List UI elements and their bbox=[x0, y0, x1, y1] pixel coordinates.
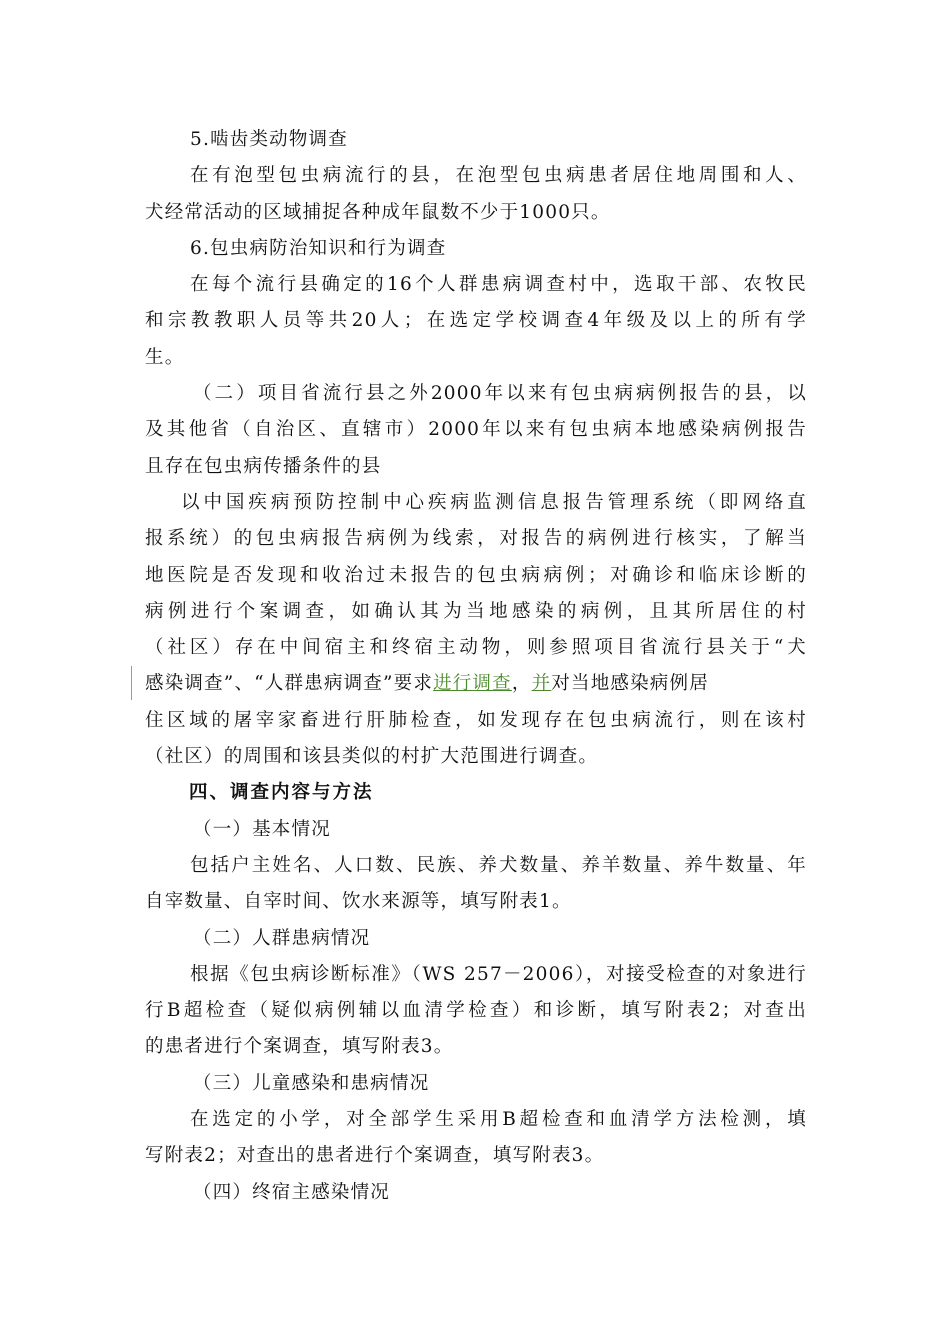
subheading-population-disease: （二）人群患病情况 bbox=[193, 927, 371, 949]
paragraph-line: 在选定的小学，对全部学生采用B超检查和血清学方法检测，填 bbox=[190, 1109, 807, 1131]
section-heading-2-cont: 且存在包虫病传播条件的县 bbox=[145, 455, 382, 477]
paragraph-line: 自宰数量、自宰时间、饮水来源等，填写附表1。 bbox=[145, 891, 572, 913]
text-run: 感染调查”、“人群患病调查”要求 bbox=[145, 673, 434, 695]
paragraph-line: 在每个流行县确定的16个人群患病调查村中，选取干部、农牧民 bbox=[190, 274, 807, 296]
section-heading-4: 四、调查内容与方法 bbox=[189, 782, 374, 804]
paragraph-line: 犬经常活动的区域捕捉各种成年鼠数不少于1000只。 bbox=[145, 201, 611, 223]
paragraph-line: 在有泡型包虫病流行的县，在泡型包虫病患者居住地周围和人、 bbox=[190, 165, 807, 187]
paragraph-line: 行B超检查（疑似病例辅以血清学检查）和诊断，填写附表2；对查出 bbox=[145, 1000, 807, 1022]
subheading-rodent-survey: 5.啮齿类动物调查 bbox=[190, 129, 348, 150]
paragraph-line: 写附表2；对查出的患者进行个案调查，填写附表3。 bbox=[145, 1145, 605, 1167]
margin-change-bar bbox=[131, 666, 132, 700]
subheading-definitive-host: （四）终宿主感染情况 bbox=[193, 1181, 391, 1203]
section-heading-2: （二）项目省流行县之外2000年以来有包虫病病例报告的县，以 bbox=[193, 383, 807, 405]
paragraph-line: 根据《包虫病诊断标准》（WS 257－2006），对接受检查的对象进行 bbox=[190, 963, 807, 985]
paragraph-line: 生。 bbox=[145, 346, 185, 368]
document-body bbox=[145, 122, 807, 1211]
paragraph-line-with-links bbox=[145, 666, 807, 702]
paragraph-line: （社区）的周围和该县类似的村扩大范围进行调查。 bbox=[145, 746, 599, 768]
section-heading-2-cont: 及其他省（自治区、直辖市）2000年以来有包虫病本地感染病例报告 bbox=[145, 419, 807, 441]
paragraph-line: 报系统）的包虫病报告病例为线索，对报告的病例进行核实，了解当 bbox=[145, 528, 807, 550]
text-run: 对当地感染病例居 bbox=[551, 673, 709, 695]
subheading-knowledge-survey: 6.包虫病防治知识和行为调查 bbox=[190, 237, 447, 259]
subheading-children-infection: （三）儿童感染和患病情况 bbox=[193, 1072, 430, 1094]
text-run: ， bbox=[511, 673, 532, 695]
paragraph-line: 包括户主姓名、人口数、民族、养犬数量、养羊数量、养牛数量、年 bbox=[190, 854, 807, 876]
subheading-basic-info: （一）基本情况 bbox=[193, 818, 331, 840]
paragraph-line: 以中国疾病预防控制中心疾病监测信息报告管理系统（即网络直 bbox=[181, 491, 807, 513]
paragraph-line: 住区域的屠宰家畜进行肝肺检查，如发现存在包虫病流行，则在该村 bbox=[145, 709, 807, 731]
paragraph-line: （社区）存在中间宿主和终宿主动物，则参照项目省流行县关于“犬 bbox=[145, 637, 807, 659]
paragraph-line: 和宗教教职人员等共20人；在选定学校调查4年级及以上的所有学 bbox=[145, 310, 807, 332]
paragraph-line: 地医院是否发现和收治过未报告的包虫病病例；对确诊和临床诊断的 bbox=[145, 564, 807, 586]
revision-link-and[interactable]: 并 bbox=[531, 673, 552, 695]
paragraph-line: 的患者进行个案调查，填写附表3。 bbox=[145, 1036, 454, 1058]
revision-link-survey[interactable]: 进行调查 bbox=[433, 673, 512, 695]
paragraph-line: 病例进行个案调查，如确认其为当地感染的病例，且其所居住的村 bbox=[145, 600, 807, 622]
